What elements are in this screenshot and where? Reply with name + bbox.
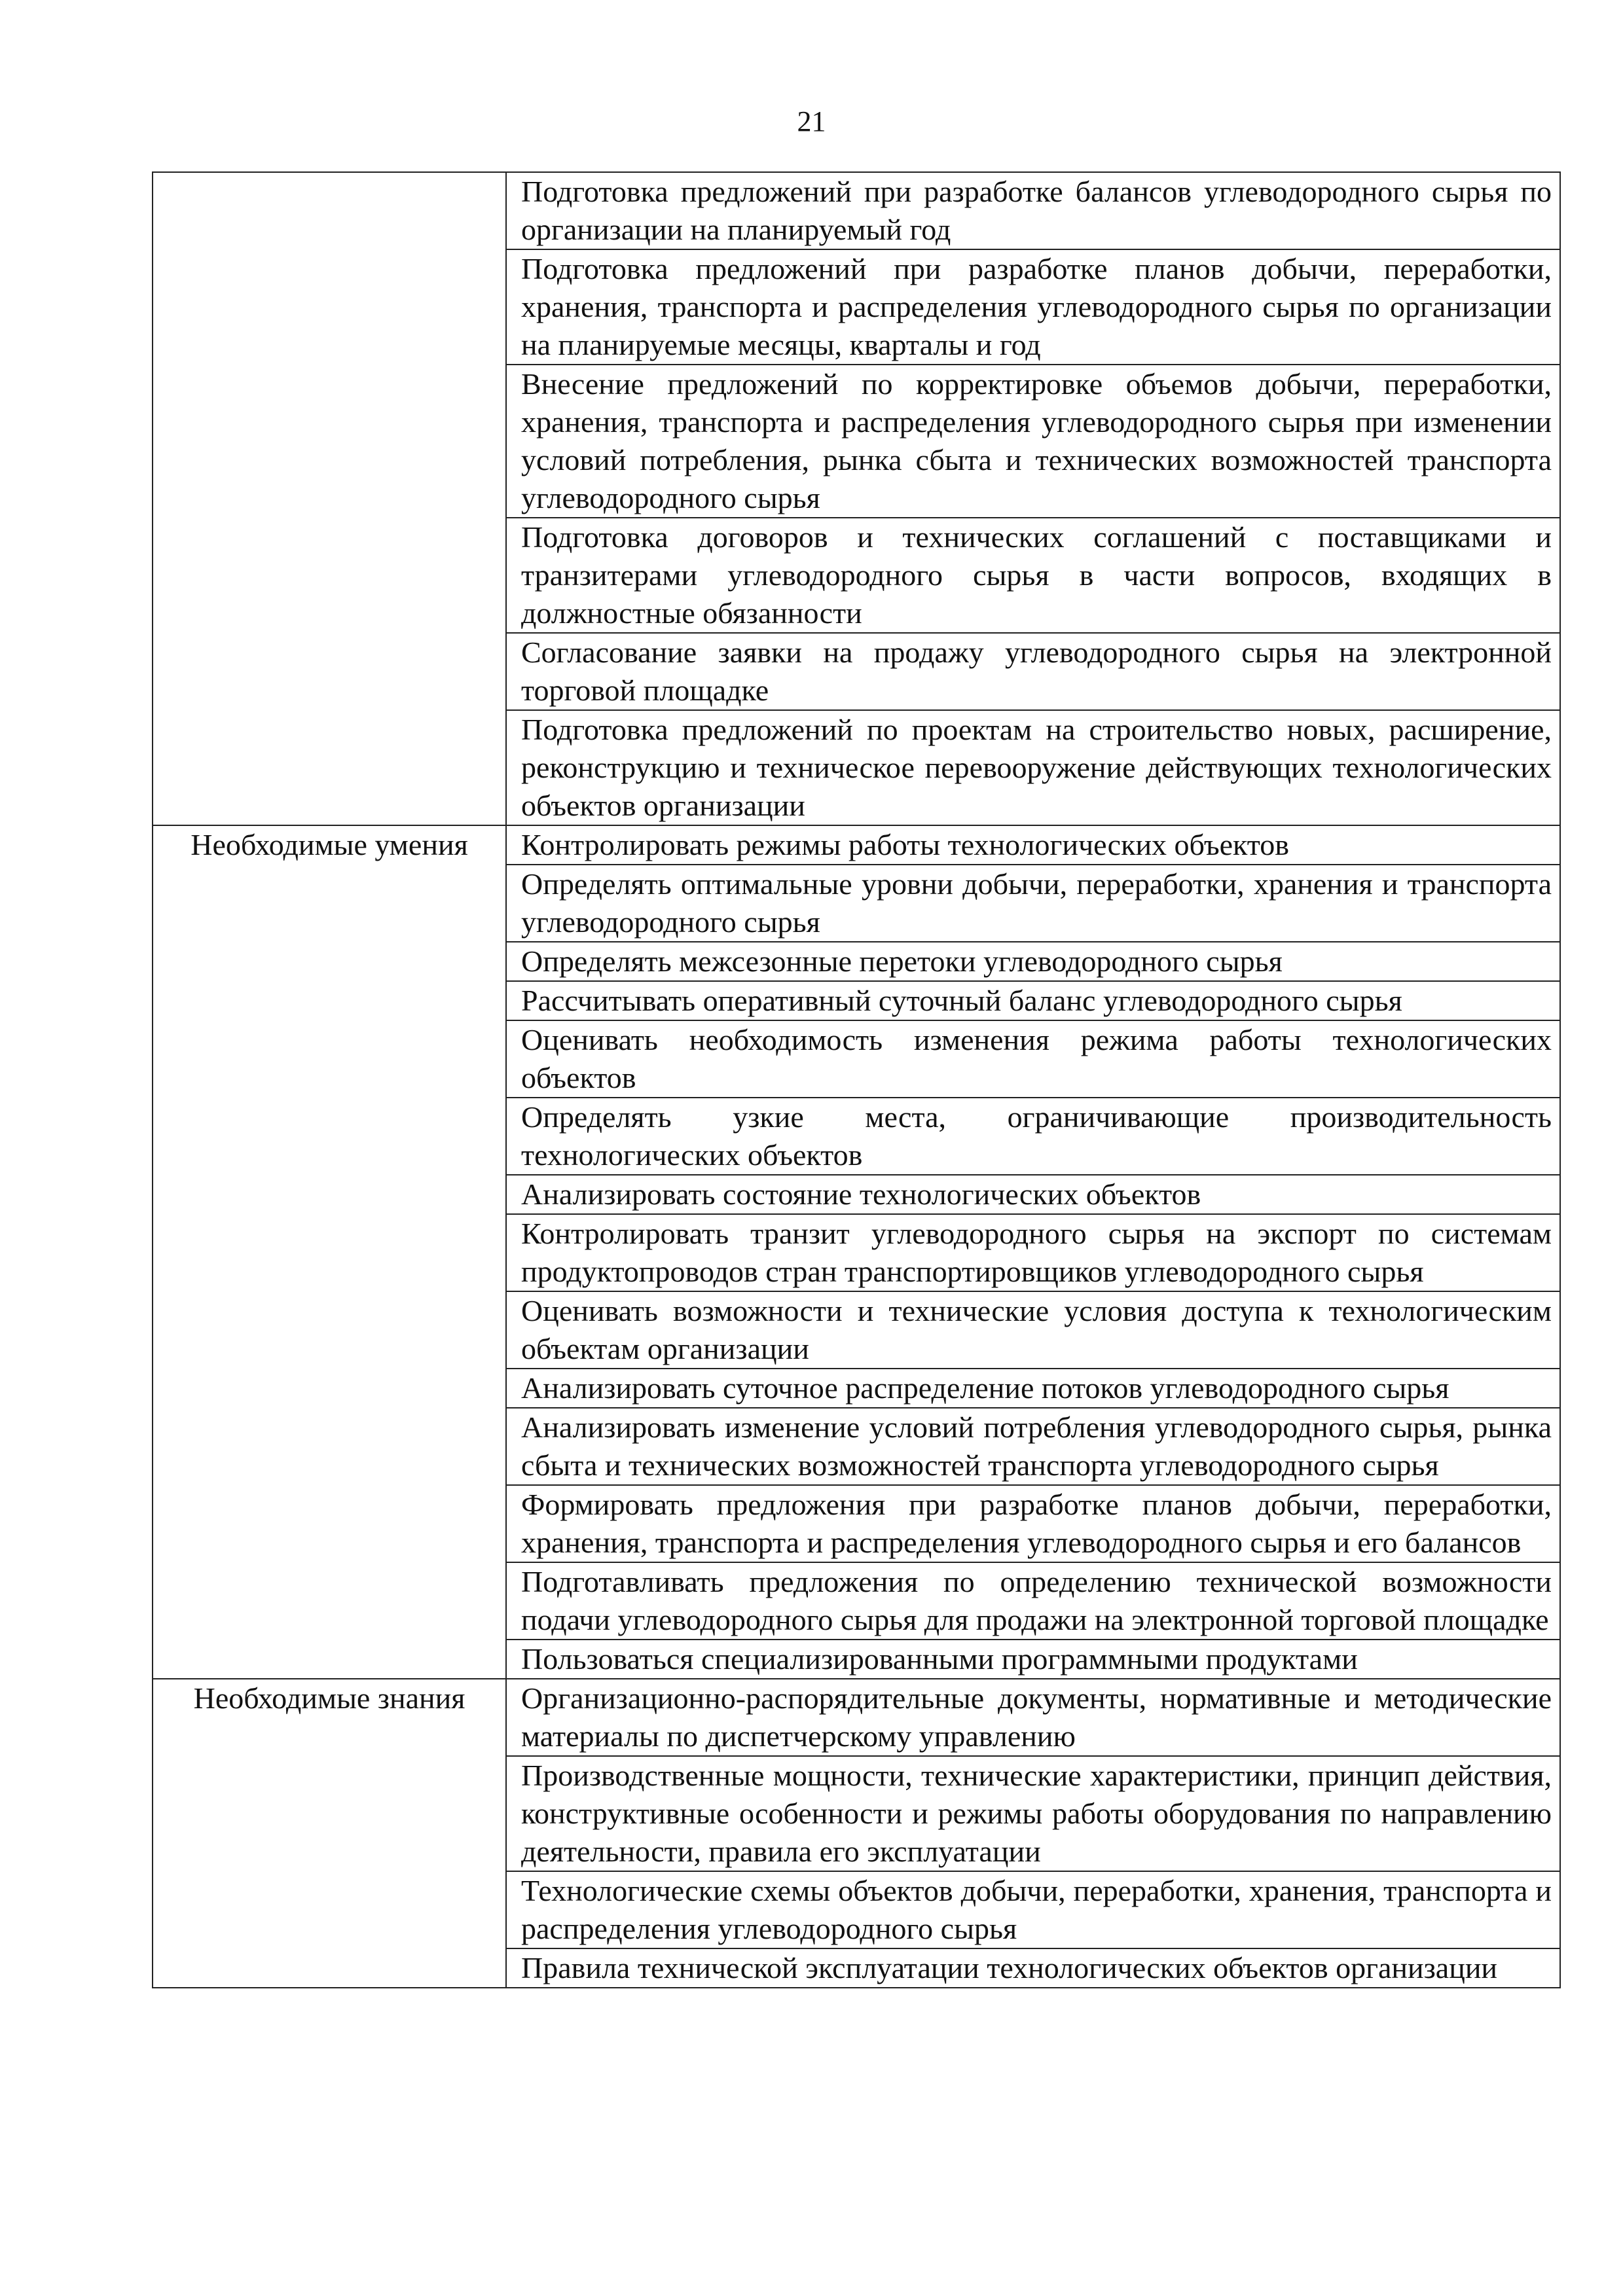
required-skills-label-cell: Необходимые умения xyxy=(153,825,506,865)
table-row xyxy=(153,1408,1560,1485)
required-knowledge-item: Правила технической эксплуатации технологических объектов организации xyxy=(506,1948,1560,1988)
required-knowledge-label-cell xyxy=(153,1756,506,1871)
required-skills-label-cell xyxy=(153,1291,506,1369)
required-skills-item: Определять узкие места, ограничивающие производительность технологических объектов xyxy=(506,1098,1560,1175)
required-knowledge-item: Производственные мощности, технические характеристики, принцип действия, конструктивные особенности и режимы работы оборудования по направлению деятельности, правила его эксплуатации xyxy=(506,1756,1560,1871)
required-skills-item: Определять межсезонные перетоки углеводородного сырья xyxy=(506,942,1560,981)
required-knowledge-label-cell: Необходимые знания xyxy=(153,1679,506,1756)
table-row xyxy=(153,1756,1560,1871)
table-row xyxy=(153,981,1560,1020)
table-row xyxy=(153,865,1560,942)
required-knowledge-label-cell xyxy=(153,1948,506,1988)
table-row xyxy=(153,633,1560,710)
labor-actions-label-cell xyxy=(153,518,506,633)
competency-table xyxy=(152,171,1561,1988)
required-skills-item: Формировать предложения при разработке планов добычи, переработки, хранения, транспорта и распределения углеводородного сырья и его балансов xyxy=(506,1485,1560,1562)
table-row xyxy=(153,518,1560,633)
table-row xyxy=(153,1098,1560,1175)
labor-actions-label-cell xyxy=(153,172,506,249)
required-skills-item: Анализировать изменение условий потребления углеводородного сырья, рынка сбыта и технических возможностей транспорта углеводородного сырья xyxy=(506,1408,1560,1485)
labor-actions-label-cell xyxy=(153,633,506,710)
required-skills-item: Оценивать возможности и технические условия доступа к технологическим объектам организации xyxy=(506,1291,1560,1369)
table-row xyxy=(153,1871,1560,1948)
labor-actions-item: Подготовка предложений по проектам на строительство новых, расширение, реконструкцию и техническое перевооружение действующих технологических объектов организации xyxy=(506,710,1560,825)
required-skills-label-cell xyxy=(153,1369,506,1408)
required-skills-item: Подготавливать предложения по определению технической возможности подачи углеводородного сырья для продажи на электронной торговой площадке xyxy=(506,1562,1560,1640)
labor-actions-label-cell xyxy=(153,710,506,825)
table-row xyxy=(153,825,1560,865)
required-knowledge-label-cell xyxy=(153,1871,506,1948)
labor-actions-item: Подготовка предложений при разработке планов добычи, переработки, хранения, транспорта и распределения углеводородного сырья по организации на планируемые месяцы, кварталы и год xyxy=(506,249,1560,365)
required-skills-label-cell xyxy=(153,1020,506,1098)
competency-table-body xyxy=(153,172,1560,1988)
table-row xyxy=(153,365,1560,518)
labor-actions-item: Внесение предложений по корректировке объемов добычи, переработки, хранения, транспорта и распределения углеводородного сырья при изменении условий потребления, рынка сбыта и технических возможностей транспорта углеводородного сырья xyxy=(506,365,1560,518)
required-skills-label-cell xyxy=(153,1408,506,1485)
required-skills-label-cell xyxy=(153,1562,506,1640)
table-row xyxy=(153,172,1560,249)
required-skills-item: Контролировать режимы работы технологических объектов xyxy=(506,825,1560,865)
table-row xyxy=(153,1640,1560,1679)
required-knowledge-item: Организационно-распорядительные документы, нормативные и методические материалы по диспетчерскому управлению xyxy=(506,1679,1560,1756)
required-knowledge-item: Технологические схемы объектов добычи, переработки, хранения, транспорта и распределения углеводородного сырья xyxy=(506,1871,1560,1948)
page-number: 21 xyxy=(797,105,826,137)
required-skills-label-cell xyxy=(153,865,506,942)
required-skills-item: Рассчитывать оперативный суточный баланс углеводородного сырья xyxy=(506,981,1560,1020)
table-row xyxy=(153,1679,1560,1756)
table-row xyxy=(153,249,1560,365)
required-skills-item: Анализировать состояние технологических объектов xyxy=(506,1175,1560,1214)
table-row xyxy=(153,710,1560,825)
required-skills-item: Пользоваться специализированными программными продуктами xyxy=(506,1640,1560,1679)
required-skills-item: Определять оптимальные уровни добычи, переработки, хранения и транспорта углеводородного сырья xyxy=(506,865,1560,942)
required-skills-label-cell xyxy=(153,981,506,1020)
table-row xyxy=(153,1175,1560,1214)
required-skills-item: Контролировать транзит углеводородного сырья на экспорт по системам продуктопроводов стран транспортировщиков углеводородного сырья xyxy=(506,1214,1560,1291)
table-row xyxy=(153,1562,1560,1640)
required-skills-item: Оценивать необходимость изменения режима работы технологических объектов xyxy=(506,1020,1560,1098)
labor-actions-item: Согласование заявки на продажу углеводородного сырья на электронной торговой площадке xyxy=(506,633,1560,710)
table-row xyxy=(153,1020,1560,1098)
required-skills-label-cell xyxy=(153,1640,506,1679)
required-skills-label-cell xyxy=(153,1175,506,1214)
table-row xyxy=(153,1214,1560,1291)
table-row xyxy=(153,1369,1560,1408)
labor-actions-label-cell xyxy=(153,365,506,518)
table-row xyxy=(153,1948,1560,1988)
required-skills-item: Анализировать суточное распределение потоков углеводородного сырья xyxy=(506,1369,1560,1408)
labor-actions-item: Подготовка предложений при разработке балансов углеводородного сырья по организации на планируемый год xyxy=(506,172,1560,249)
required-skills-label-cell xyxy=(153,1214,506,1291)
required-skills-label-cell xyxy=(153,942,506,981)
labor-actions-label-cell xyxy=(153,249,506,365)
table-row xyxy=(153,1485,1560,1562)
required-skills-label-cell xyxy=(153,1098,506,1175)
required-skills-label-cell xyxy=(153,1485,506,1562)
labor-actions-item: Подготовка договоров и технических соглашений с поставщиками и транзитерами углеводородного сырья в части вопросов, входящих в должностные обязанности xyxy=(506,518,1560,633)
table-row xyxy=(153,942,1560,981)
table-row xyxy=(153,1291,1560,1369)
